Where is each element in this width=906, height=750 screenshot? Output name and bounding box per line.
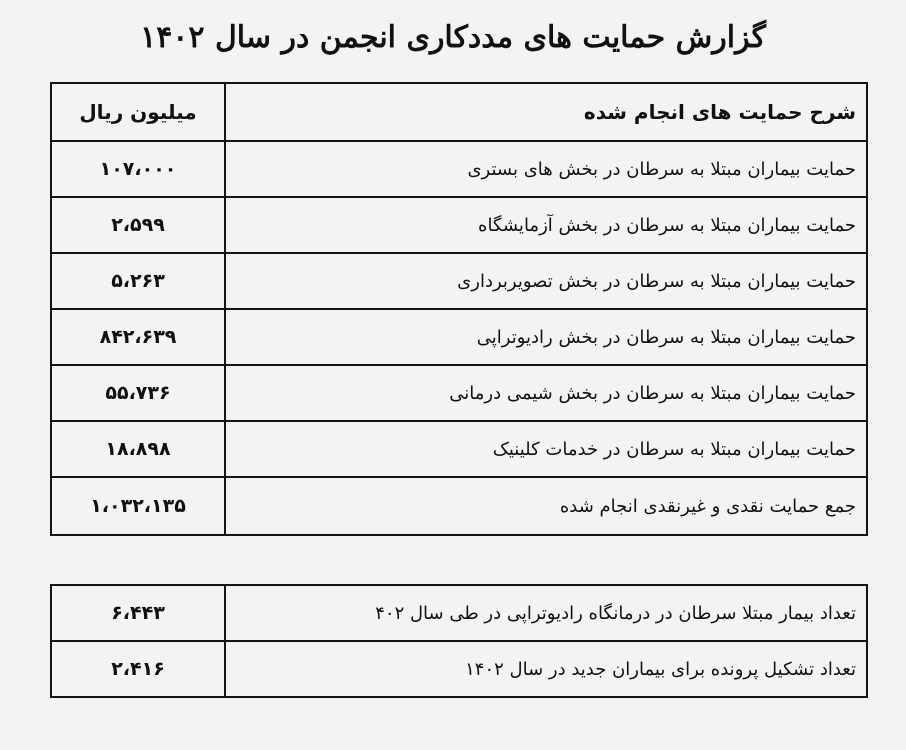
row-description: حمایت بیماران مبتلا به سرطان در بخش شیمی درمانی: [225, 365, 867, 421]
row-description: حمایت بیماران مبتلا به سرطان در بخش تصویربرداری: [225, 253, 867, 309]
row-value: ۵،۲۶۳: [51, 253, 225, 309]
table-row: [51, 141, 867, 197]
table-header-row: [51, 83, 867, 141]
table-row: [51, 641, 867, 697]
page-title: گزارش حمایت های مددکاری انجمن در سال ۱۴۰۲: [140, 20, 766, 55]
row-description: حمایت بیماران مبتلا به سرطان در بخش آزمایشگاه: [225, 197, 867, 253]
table-row: [51, 421, 867, 477]
row-value: ۱۰۷،۰۰۰: [51, 141, 225, 197]
header-value-unit: میلیون ریال: [51, 83, 225, 141]
row-value: ۱۸،۸۹۸: [51, 421, 225, 477]
row-description: حمایت بیماران مبتلا به سرطان در بخش های بستری: [225, 141, 867, 197]
total-row: [51, 477, 867, 535]
table-row: [51, 365, 867, 421]
stat-description: تعداد تشکیل پرونده برای بیماران جدید در سال ۱۴۰۲: [225, 641, 867, 697]
patient-stats-table: [50, 584, 868, 698]
table-row: [51, 197, 867, 253]
stat-value: ۲،۴۱۶: [51, 641, 225, 697]
row-value: ۵۵،۷۳۶: [51, 365, 225, 421]
stat-value: ۶،۴۴۳: [51, 585, 225, 641]
table-row: [51, 253, 867, 309]
row-value: ۲،۵۹۹: [51, 197, 225, 253]
total-description: جمع حمایت نقدی و غیرنقدی انجام شده: [225, 477, 867, 535]
total-value: ۱،۰۳۲،۱۳۵: [51, 477, 225, 535]
row-description: حمایت بیماران مبتلا به سرطان در بخش رادیوتراپی: [225, 309, 867, 365]
table-row: [51, 309, 867, 365]
table-row: [51, 585, 867, 641]
support-report-table: [50, 82, 868, 536]
row-description: حمایت بیماران مبتلا به سرطان در خدمات کلینیک: [225, 421, 867, 477]
stat-description: تعداد بیمار مبتلا سرطان در درمانگاه رادیوتراپی در طی سال ۴۰۲: [225, 585, 867, 641]
header-description: شرح حمایت های انجام شده: [225, 83, 867, 141]
row-value: ۸۴۲،۶۳۹: [51, 309, 225, 365]
